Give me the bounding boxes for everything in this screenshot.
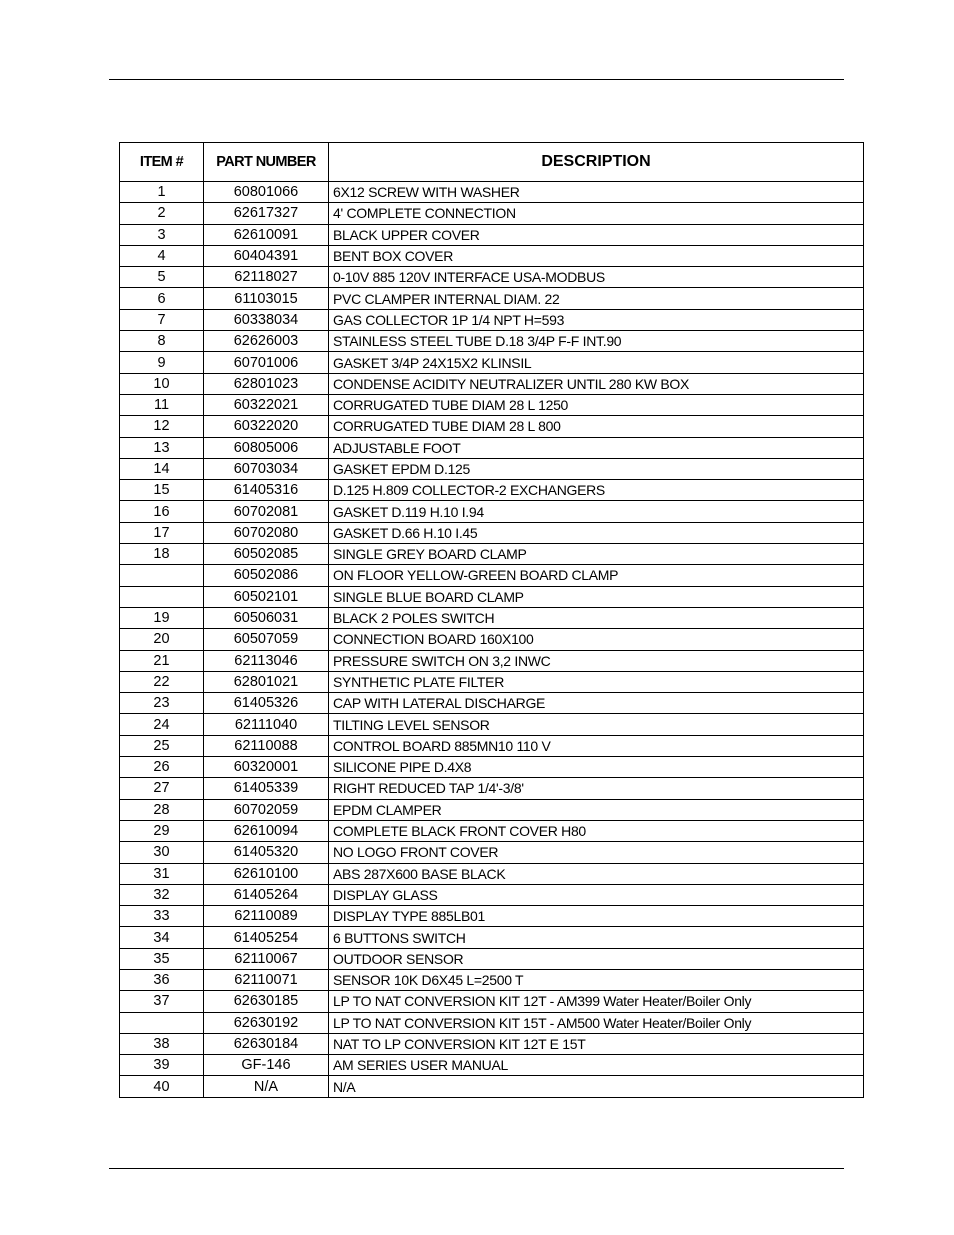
- cell-item-number: 4: [120, 245, 204, 266]
- cell-part-number: 62110071: [204, 969, 329, 990]
- cell-description: BLACK 2 POLES SWITCH: [329, 607, 864, 628]
- cell-description: GASKET D.66 H.10 I.45: [329, 522, 864, 543]
- cell-item-number: [120, 565, 204, 586]
- cell-description: SINGLE BLUE BOARD CLAMP: [329, 586, 864, 607]
- cell-part-number: 62610091: [204, 224, 329, 245]
- cell-item-number: 35: [120, 948, 204, 969]
- cell-part-number: 60702059: [204, 799, 329, 820]
- cell-description: PRESSURE SWITCH ON 3,2 INWC: [329, 650, 864, 671]
- cell-item-number: 11: [120, 394, 204, 415]
- cell-description: PVC CLAMPER INTERNAL DIAM. 22: [329, 288, 864, 309]
- cell-part-number: 62110067: [204, 948, 329, 969]
- cell-item-number: 13: [120, 437, 204, 458]
- cell-part-number: 62626003: [204, 331, 329, 352]
- cell-part-number: 62630192: [204, 1012, 329, 1033]
- cell-item-number: 23: [120, 693, 204, 714]
- table-row: [120, 288, 864, 309]
- table-row: [120, 224, 864, 245]
- column-header-description: DESCRIPTION: [329, 143, 864, 182]
- cell-item-number: 22: [120, 671, 204, 692]
- cell-description: CONTROL BOARD 885MN10 110 V: [329, 735, 864, 756]
- table-row: [120, 906, 864, 927]
- cell-item-number: 29: [120, 820, 204, 841]
- table-row: [120, 693, 864, 714]
- cell-part-number: 60702080: [204, 522, 329, 543]
- cell-description: GASKET D.119 H.10 I.94: [329, 501, 864, 522]
- table-row: [120, 267, 864, 288]
- cell-item-number: 20: [120, 629, 204, 650]
- cell-description: COMPLETE BLACK FRONT COVER H80: [329, 820, 864, 841]
- cell-part-number: 60702081: [204, 501, 329, 522]
- cell-part-number: 60322020: [204, 416, 329, 437]
- cell-description: OUTDOOR SENSOR: [329, 948, 864, 969]
- table-row: [120, 182, 864, 203]
- table-row: [120, 799, 864, 820]
- cell-item-number: 25: [120, 735, 204, 756]
- cell-item-number: 16: [120, 501, 204, 522]
- cell-part-number: 62617327: [204, 203, 329, 224]
- table-row: [120, 437, 864, 458]
- cell-part-number: 60506031: [204, 607, 329, 628]
- cell-item-number: 8: [120, 331, 204, 352]
- cell-item-number: 7: [120, 309, 204, 330]
- table-row: [120, 927, 864, 948]
- table-row: [120, 544, 864, 565]
- cell-item-number: 18: [120, 544, 204, 565]
- cell-part-number: 60703034: [204, 458, 329, 479]
- table-row: [120, 863, 864, 884]
- table-row: [120, 671, 864, 692]
- cell-part-number: 61405339: [204, 778, 329, 799]
- cell-description: DISPLAY TYPE 885LB01: [329, 906, 864, 927]
- table-row: [120, 714, 864, 735]
- cell-item-number: [120, 586, 204, 607]
- cell-description: 4' COMPLETE CONNECTION: [329, 203, 864, 224]
- cell-description: SILICONE PIPE D.4X8: [329, 757, 864, 778]
- table-row: [120, 522, 864, 543]
- cell-part-number: 62630184: [204, 1033, 329, 1054]
- cell-item-number: 26: [120, 757, 204, 778]
- cell-part-number: 60502086: [204, 565, 329, 586]
- cell-description: DISPLAY GLASS: [329, 884, 864, 905]
- table-row: [120, 650, 864, 671]
- cell-part-number: 60507059: [204, 629, 329, 650]
- cell-part-number: GF-146: [204, 1055, 329, 1076]
- cell-description: 6X12 SCREW WITH WASHER: [329, 182, 864, 203]
- cell-item-number: 9: [120, 352, 204, 373]
- cell-item-number: [120, 1012, 204, 1033]
- cell-description: 6 BUTTONS SWITCH: [329, 927, 864, 948]
- table-row: [120, 458, 864, 479]
- cell-description: ABS 287X600 BASE BLACK: [329, 863, 864, 884]
- table-row: [120, 203, 864, 224]
- cell-item-number: 39: [120, 1055, 204, 1076]
- cell-item-number: 10: [120, 373, 204, 394]
- cell-item-number: 38: [120, 1033, 204, 1054]
- cell-description: N/A: [329, 1076, 864, 1097]
- cell-description: D.125 H.809 COLLECTOR-2 EXCHANGERS: [329, 480, 864, 501]
- cell-part-number: 60502101: [204, 586, 329, 607]
- table-row: [120, 884, 864, 905]
- cell-description: LP TO NAT CONVERSION KIT 12T - AM399 Water Heater/Boiler Only: [329, 991, 864, 1012]
- cell-part-number: 62118027: [204, 267, 329, 288]
- table-row: [120, 416, 864, 437]
- table-row: [120, 629, 864, 650]
- cell-part-number: N/A: [204, 1076, 329, 1097]
- cell-item-number: 28: [120, 799, 204, 820]
- table-row: [120, 1012, 864, 1033]
- table-row: [120, 501, 864, 522]
- cell-part-number: 60338034: [204, 309, 329, 330]
- table-row: [120, 1033, 864, 1054]
- cell-part-number: 61405254: [204, 927, 329, 948]
- table-row: [120, 565, 864, 586]
- cell-description: LP TO NAT CONVERSION KIT 15T - AM500 Water Heater/Boiler Only: [329, 1012, 864, 1033]
- cell-part-number: 62110088: [204, 735, 329, 756]
- cell-item-number: 30: [120, 842, 204, 863]
- cell-item-number: 1: [120, 182, 204, 203]
- cell-description: NAT TO LP CONVERSION KIT 12T E 15T: [329, 1033, 864, 1054]
- cell-item-number: 3: [120, 224, 204, 245]
- cell-item-number: 24: [120, 714, 204, 735]
- cell-description: TILTING LEVEL SENSOR: [329, 714, 864, 735]
- table-row: [120, 948, 864, 969]
- cell-part-number: 62610100: [204, 863, 329, 884]
- cell-part-number: 60404391: [204, 245, 329, 266]
- cell-item-number: 32: [120, 884, 204, 905]
- cell-item-number: 27: [120, 778, 204, 799]
- cell-part-number: 61103015: [204, 288, 329, 309]
- cell-part-number: 62113046: [204, 650, 329, 671]
- cell-description: BENT BOX COVER: [329, 245, 864, 266]
- table-row: [120, 820, 864, 841]
- cell-description: RIGHT REDUCED TAP 1/4'-3/8': [329, 778, 864, 799]
- cell-description: CORRUGATED TUBE DIAM 28 L 1250: [329, 394, 864, 415]
- cell-item-number: 36: [120, 969, 204, 990]
- cell-item-number: 31: [120, 863, 204, 884]
- table-row: [120, 757, 864, 778]
- cell-part-number: 62801023: [204, 373, 329, 394]
- cell-description: CAP WITH LATERAL DISCHARGE: [329, 693, 864, 714]
- table-row: [120, 331, 864, 352]
- cell-item-number: 14: [120, 458, 204, 479]
- table-row: [120, 1076, 864, 1097]
- table-row: [120, 735, 864, 756]
- parts-table-body: [120, 182, 864, 1098]
- cell-description: CORRUGATED TUBE DIAM 28 L 800: [329, 416, 864, 437]
- cell-part-number: 62630185: [204, 991, 329, 1012]
- table-row: [120, 778, 864, 799]
- cell-item-number: 34: [120, 927, 204, 948]
- cell-item-number: 40: [120, 1076, 204, 1097]
- cell-part-number: 62610094: [204, 820, 329, 841]
- cell-part-number: 60701006: [204, 352, 329, 373]
- cell-part-number: 61405316: [204, 480, 329, 501]
- cell-part-number: 61405264: [204, 884, 329, 905]
- table-row: [120, 480, 864, 501]
- cell-part-number: 60805006: [204, 437, 329, 458]
- cell-part-number: 61405320: [204, 842, 329, 863]
- cell-part-number: 60320001: [204, 757, 329, 778]
- cell-description: SENSOR 10K D6X45 L=2500 T: [329, 969, 864, 990]
- table-row: [120, 969, 864, 990]
- cell-part-number: 60801066: [204, 182, 329, 203]
- cell-item-number: 15: [120, 480, 204, 501]
- cell-part-number: 62801021: [204, 671, 329, 692]
- cell-description: GAS COLLECTOR 1P 1/4 NPT H=593: [329, 309, 864, 330]
- cell-item-number: 12: [120, 416, 204, 437]
- cell-description: ON FLOOR YELLOW-GREEN BOARD CLAMP: [329, 565, 864, 586]
- cell-description: BLACK UPPER COVER: [329, 224, 864, 245]
- cell-item-number: 21: [120, 650, 204, 671]
- cell-description: GASKET EPDM D.125: [329, 458, 864, 479]
- cell-item-number: 5: [120, 267, 204, 288]
- column-header-part-number: PART NUMBER: [204, 143, 329, 182]
- cell-item-number: 17: [120, 522, 204, 543]
- cell-description: STAINLESS STEEL TUBE D.18 3/4P F-F INT.90: [329, 331, 864, 352]
- footer-rule: [109, 1168, 844, 1169]
- header-rule: [109, 79, 844, 80]
- column-header-item: ITEM #: [120, 143, 204, 182]
- cell-item-number: 6: [120, 288, 204, 309]
- cell-description: EPDM CLAMPER: [329, 799, 864, 820]
- table-row: [120, 352, 864, 373]
- cell-item-number: 37: [120, 991, 204, 1012]
- cell-item-number: 33: [120, 906, 204, 927]
- cell-description: ADJUSTABLE FOOT: [329, 437, 864, 458]
- table-row: [120, 309, 864, 330]
- cell-description: SYNTHETIC PLATE FILTER: [329, 671, 864, 692]
- cell-description: NO LOGO FRONT COVER: [329, 842, 864, 863]
- cell-part-number: 61405326: [204, 693, 329, 714]
- cell-part-number: 60502085: [204, 544, 329, 565]
- cell-description: CONDENSE ACIDITY NEUTRALIZER UNTIL 280 KW BOX: [329, 373, 864, 394]
- table-row: [120, 1055, 864, 1076]
- table-row: [120, 586, 864, 607]
- table-row: [120, 245, 864, 266]
- parts-list-table: [119, 142, 864, 1098]
- cell-description: AM SERIES USER MANUAL: [329, 1055, 864, 1076]
- table-header-row: [120, 143, 864, 182]
- table-row: [120, 842, 864, 863]
- table-row: [120, 373, 864, 394]
- cell-description: SINGLE GREY BOARD CLAMP: [329, 544, 864, 565]
- cell-item-number: 2: [120, 203, 204, 224]
- cell-part-number: 62110089: [204, 906, 329, 927]
- cell-description: 0-10V 885 120V INTERFACE USA-MODBUS: [329, 267, 864, 288]
- table-row: [120, 607, 864, 628]
- cell-description: CONNECTION BOARD 160X100: [329, 629, 864, 650]
- cell-part-number: 62111040: [204, 714, 329, 735]
- cell-item-number: 19: [120, 607, 204, 628]
- cell-part-number: 60322021: [204, 394, 329, 415]
- table-row: [120, 394, 864, 415]
- table-row: [120, 991, 864, 1012]
- cell-description: GASKET 3/4P 24X15X2 KLINSIL: [329, 352, 864, 373]
